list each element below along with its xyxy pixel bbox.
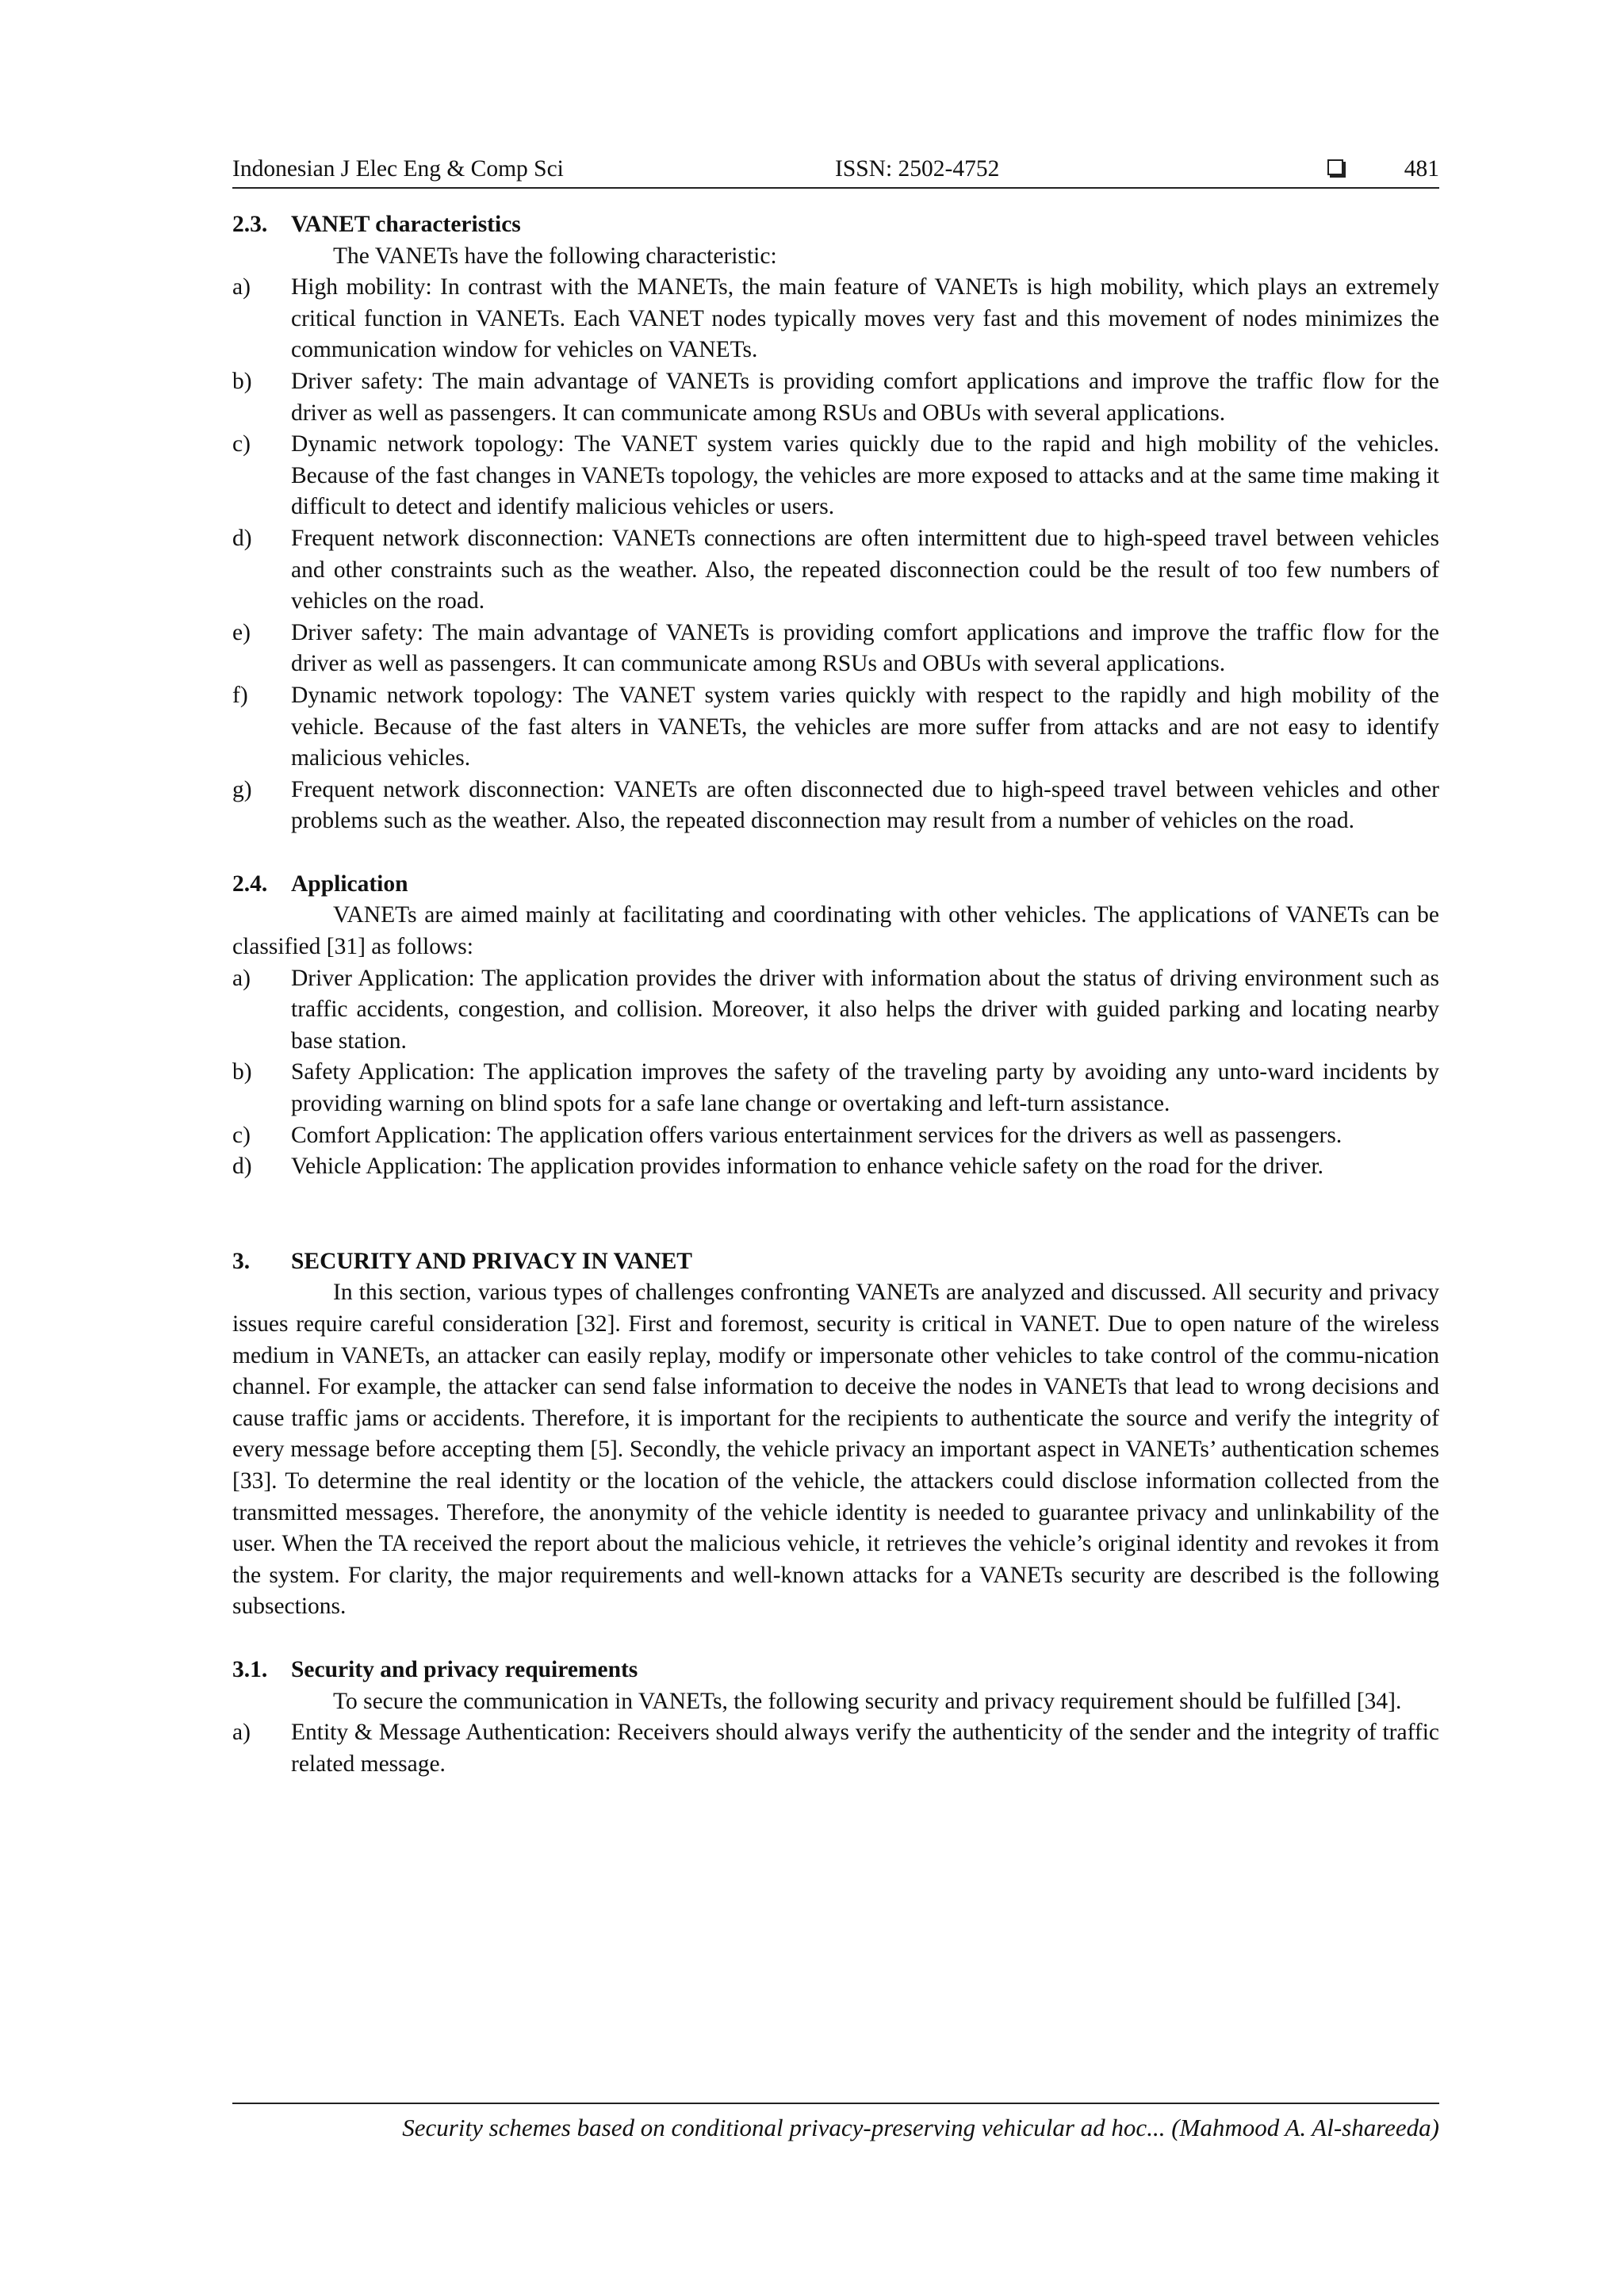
page-number: 481	[1404, 156, 1439, 182]
list-item	[232, 366, 1439, 429]
list-marker: e)	[232, 619, 251, 645]
list-marker: c)	[232, 431, 251, 457]
section-title: SECURITY AND PRIVACY IN VANET	[291, 1248, 692, 1274]
list-item	[232, 1120, 1439, 1152]
list-item	[232, 1717, 1439, 1780]
section-intro: To secure the communication in VANETs, the following security and privacy requirement should be fulfilled [34].	[333, 1688, 1402, 1714]
running-footer	[232, 2103, 1439, 2145]
list-item-text: Dynamic network topology: The VANET system varies quickly due to the rapid and high mobility of the vehicles. Because of the fast changes in VANETs topology, the vehicles are more exposed to attacks and at the same time making it difficult to detect and identify malicious vehicles or users.	[291, 431, 1439, 520]
list-item-text: Driver safety: The main advantage of VANETs is providing comfort applications and improve the traffic flow for the driver as well as passengers. It can communicate among RSUs and OBUs with several applications.	[291, 368, 1439, 426]
section-number: 2.4.	[232, 871, 268, 897]
list-item	[232, 429, 1439, 523]
list-marker: d)	[232, 525, 252, 551]
list-item	[232, 523, 1439, 618]
list-marker: c)	[232, 1122, 251, 1148]
list-item-text: Frequent network disconnection: VANETs are often disconnected due to high-speed travel between vehicles and other problems such as the weather. Also, the repeated disconnection may result from a number of vehicles on the road.	[291, 776, 1439, 834]
running-header	[232, 151, 1439, 189]
list-item-text: Driver safety: The main advantage of VANETs is providing comfort applications and improve the traffic flow for the driver as well as passengers. It can communicate among RSUs and OBUs with several applications.	[291, 619, 1439, 677]
list-item	[232, 963, 1439, 1058]
list-item-text: Entity & Message Authentication: Receivers should always verify the authenticity of the sender and the integrity of traffic related message.	[291, 1720, 1439, 1777]
list-marker: a)	[232, 274, 251, 300]
section-title: Application	[291, 871, 408, 897]
section-intro: The VANETs have the following characteristic:	[333, 243, 777, 269]
section-heading-2-4	[232, 869, 1439, 901]
section-heading-3-1	[232, 1655, 1439, 1686]
list-marker: a)	[232, 965, 251, 991]
checkbox-icon	[1327, 159, 1343, 175]
section-title: VANET characteristics	[291, 212, 521, 237]
section-heading-3	[232, 1246, 1439, 1278]
issn: ISSN: 2502-4752	[835, 156, 1000, 182]
list-item	[232, 618, 1439, 680]
applications-list	[232, 963, 1439, 1183]
journal-name: Indonesian J Elec Eng & Comp Sci	[232, 156, 564, 182]
list-item-text: High mobility: In contrast with the MANETs, the main feature of VANETs is high mobility, which plays an extremely critical function in VANETs. Each VANET nodes typically moves very fast and this movement of nodes minimizes the communication window for vehicles on VANETs.	[291, 274, 1439, 363]
footer-citation: Security schemes based on conditional privacy-preserving vehicular ad hoc... (Mahmood A. Al-shareeda)	[402, 2114, 1439, 2141]
list-marker: f)	[232, 682, 248, 708]
list-item-text: Frequent network disconnection: VANETs connections are often intermittent due to high-speed travel between vehicles and other constraints such as the weather. Also, the repeated disconnection could be the result of too few numbers of vehicles on the road.	[291, 525, 1439, 614]
list-item	[232, 272, 1439, 366]
section-number: 3.1.	[232, 1656, 268, 1682]
list-marker: b)	[232, 368, 252, 394]
list-item-text: Driver Application: The application provides the driver with information about the status of driving environment such as traffic accidents, congestion, and collision. Moreover, it also helps the driver with guided parking and locating nearby base station.	[291, 965, 1439, 1054]
list-item-text: Comfort Application: The application offers various entertainment services for the drivers as well as passengers.	[291, 1122, 1342, 1148]
requirements-list	[232, 1717, 1439, 1780]
list-item-text: Safety Application: The application improves the safety of the traveling party by avoiding any unto-ward incidents by providing warning on blind spots for a safe lane change or overtaking and left-turn assistance.	[291, 1059, 1439, 1117]
section-title: Security and privacy requirements	[291, 1656, 638, 1682]
list-marker: g)	[232, 776, 252, 802]
body-text	[232, 209, 1439, 1780]
section-number: 3.	[232, 1248, 251, 1274]
list-item-text: Dynamic network topology: The VANET system varies quickly with respect to the rapidly and high mobility of the vehicle. Because of the fast alters in VANETs, the vehicles are more suffer from attacks and are not easy to identify malicious vehicles.	[291, 682, 1439, 771]
list-marker: a)	[232, 1720, 251, 1746]
list-item	[232, 1151, 1439, 1183]
list-marker: d)	[232, 1154, 252, 1180]
list-item	[232, 680, 1439, 775]
section-heading-2-3	[232, 209, 1439, 241]
list-item-text: Vehicle Application: The application provides information to enhance vehicle safety on the road for the driver.	[291, 1154, 1323, 1180]
section-number: 2.3.	[232, 212, 268, 237]
section-body: In this section, various types of challenges confronting VANETs are analyzed and discussed. All security and privacy issues require careful consideration [32]. First and foremost, security is critical in VANET. Due to open nature of the wireless medium in VANETs, an attacker can easily replay, modify or impersonate other vehicles to take control of the commu-nication channel. For example, the attacker can send false information to deceive the nodes in VANETs that lead to wrong decisions and cause traffic jams or accidents. Therefore, it is important for the recipients to authenticate the source and verify the integrity of every message before accepting them [5]. Secondly, the vehicle privacy an important aspect in VANETs’ authentication schemes [33]. To determine the real identity or the location of the vehicle, the attackers could disclose information collected from the transmitted messages. Therefore, the anonymity of the vehicle identity is needed to guarantee privacy and unlinkability of the user. When the TA received the report about the malicious vehicle, it retrieves the vehicle’s original identity and revokes it from the system. For clarity, the major requirements and well-known attacks for a VANETs security are described is the following subsections.	[232, 1280, 1439, 1620]
list-item	[232, 775, 1439, 837]
page	[232, 151, 1439, 1780]
section-intro: VANETs are aimed mainly at facilitating and coordinating with other vehicles. The applications of VANETs can be classified [31] as follows:	[232, 902, 1439, 960]
list-item	[232, 1057, 1439, 1119]
list-marker: b)	[232, 1059, 252, 1085]
characteristics-list	[232, 272, 1439, 837]
